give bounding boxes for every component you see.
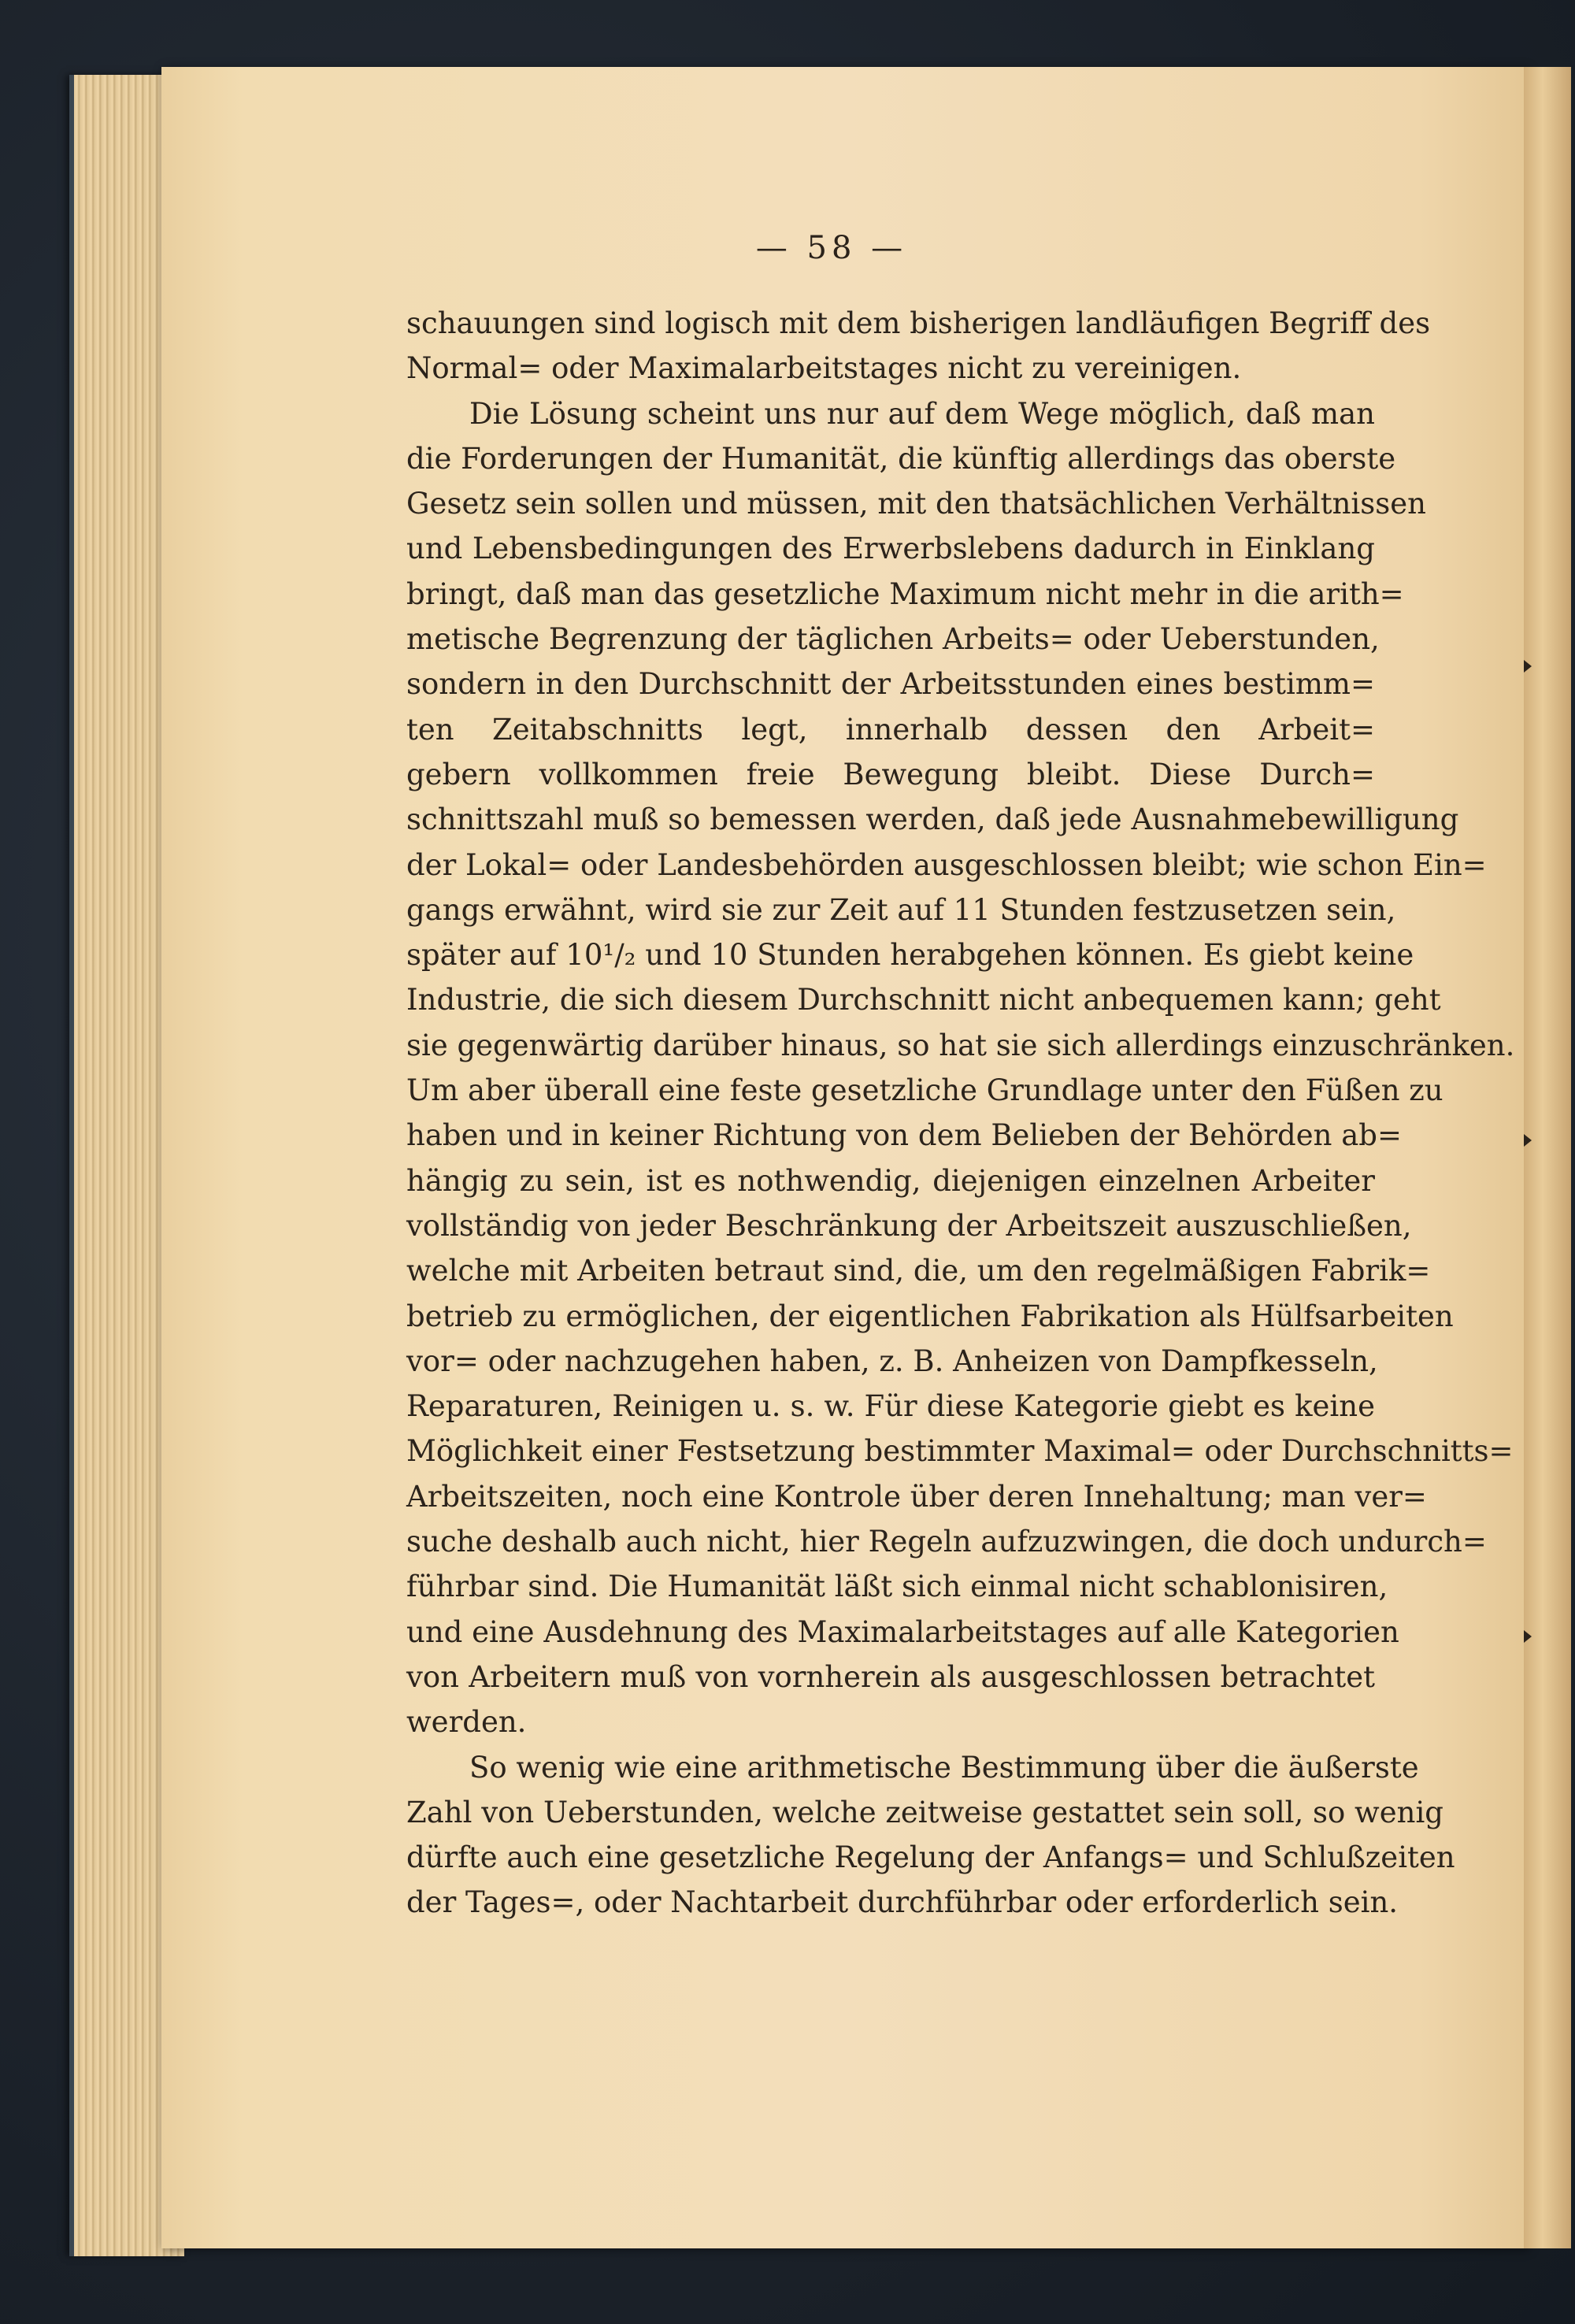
text-line: welche mit Arbeiten betraut sind, die, um den regelmäßigen Fabrik= bbox=[406, 1254, 1431, 1288]
text-line: suche deshalb auch nicht, hier Regeln aufzuzwingen, die doch undurch= bbox=[406, 1525, 1487, 1559]
text-line: Um aber überall eine feste gesetzliche Grundlage unter den Füßen zu bbox=[406, 1073, 1443, 1108]
text-line: der Tages=, oder Nachtarbeit durchführbar oder erforderlich sein. bbox=[406, 1885, 1399, 1920]
text-line: Normal= oder Maximalarbeitstages nicht zu vereinigen. bbox=[406, 351, 1242, 386]
text-line: der Lokal= oder Landesbehörden ausgeschlossen bleibt; wie schon Ein= bbox=[406, 847, 1487, 882]
text-line: gangs erwähnt, wird sie zur Zeit auf 11 Stunden festzusetzen sein, bbox=[406, 892, 1396, 927]
text-line: bringt, daß man das gesetzliche Maximum nicht mehr in die arith= bbox=[406, 576, 1404, 611]
text-line: ten Zeitabschnitts legt, innerhalb dessen den Arbeit= bbox=[406, 712, 1375, 747]
text-line: vor= oder nachzugehen haben, z. B. Anheizen von Dampfkesseln, bbox=[406, 1344, 1378, 1378]
margin-mark bbox=[1524, 1630, 1532, 1643]
text-line: führbar sind. Die Humanität läßt sich einmal nicht schablonisiren, bbox=[406, 1570, 1388, 1604]
text-line: Die Lösung scheint uns nur auf dem Wege möglich, daß man bbox=[469, 396, 1375, 431]
text-line: Industrie, die sich diesem Durchschnitt nicht anbequemen kann; geht bbox=[406, 983, 1441, 1017]
text-line: dürfte auch eine gesetzliche Regelung der Anfangs= und Schlußzeiten bbox=[406, 1840, 1455, 1875]
margin-mark bbox=[1524, 1134, 1532, 1147]
text-line: später auf 10¹/₂ und 10 Stunden herabgehen können. Es giebt keine bbox=[406, 938, 1414, 973]
text-line: Zahl von Ueberstunden, welche zeitweise gestattet sein soll, so wenig bbox=[406, 1795, 1443, 1829]
margin-mark bbox=[1524, 660, 1532, 673]
next-page-edge bbox=[1524, 67, 1571, 2248]
text-line: betrieb zu ermöglichen, der eigentlichen Fabrikation als Hülfsarbeiten bbox=[406, 1299, 1454, 1333]
page-text bbox=[406, 301, 1515, 1926]
text-line: vollständig von jeder Beschränkung der Arbeitszeit auszuschließen, bbox=[406, 1208, 1412, 1243]
text-line: hängig zu sein, ist es nothwendig, diejenigen einzelnen Arbeiter bbox=[406, 1163, 1375, 1198]
text-line: und eine Ausdehnung des Maximalarbeitstages auf alle Kategorien bbox=[406, 1614, 1399, 1649]
text-line: werden. bbox=[406, 1705, 527, 1740]
text-line: Gesetz sein sollen und müssen, mit den thatsächlichen Verhältnissen bbox=[406, 487, 1426, 521]
page-number: — 58 — bbox=[755, 230, 908, 266]
text-line: die Forderungen der Humanität, die künftig allerdings das oberste bbox=[406, 441, 1396, 476]
text-line: und Lebensbedingungen des Erwerbslebens dadurch in Einklang bbox=[406, 532, 1375, 566]
text-line: sie gegenwärtig darüber hinaus, so hat sie sich allerdings einzuschränken. bbox=[406, 1028, 1515, 1062]
text-line: Reparaturen, Reinigen u. s. w. Für diese Kategorie giebt es keine bbox=[406, 1389, 1375, 1424]
text-line: sondern in den Durchschnitt der Arbeitsstunden eines bestimm= bbox=[406, 667, 1375, 702]
text-line: von Arbeitern muß von vornherein als ausgeschlossen betrachtet bbox=[406, 1659, 1375, 1694]
text-line: Arbeitszeiten, noch eine Kontrole über deren Innehaltung; man ver= bbox=[406, 1479, 1427, 1514]
text-line: haben und in keiner Richtung von dem Belieben der Behörden ab= bbox=[406, 1118, 1402, 1153]
text-line: gebern vollkommen freie Bewegung bleibt. Diese Durch= bbox=[406, 757, 1375, 791]
text-line: Möglichkeit einer Festsetzung bestimmter Maximal= oder Durchschnitts= bbox=[406, 1434, 1514, 1469]
text-line: So wenig wie eine arithmetische Bestimmung über die äußerste bbox=[469, 1750, 1419, 1785]
text-line: metische Begrenzung der täglichen Arbeits= oder Ueberstunden, bbox=[406, 622, 1380, 657]
text-line: schnittszahl muß so bemessen werden, daß jede Ausnahmebewilligung bbox=[406, 802, 1459, 837]
text-line: schauungen sind logisch mit dem bisherigen landläufigen Begriff des bbox=[406, 306, 1431, 340]
